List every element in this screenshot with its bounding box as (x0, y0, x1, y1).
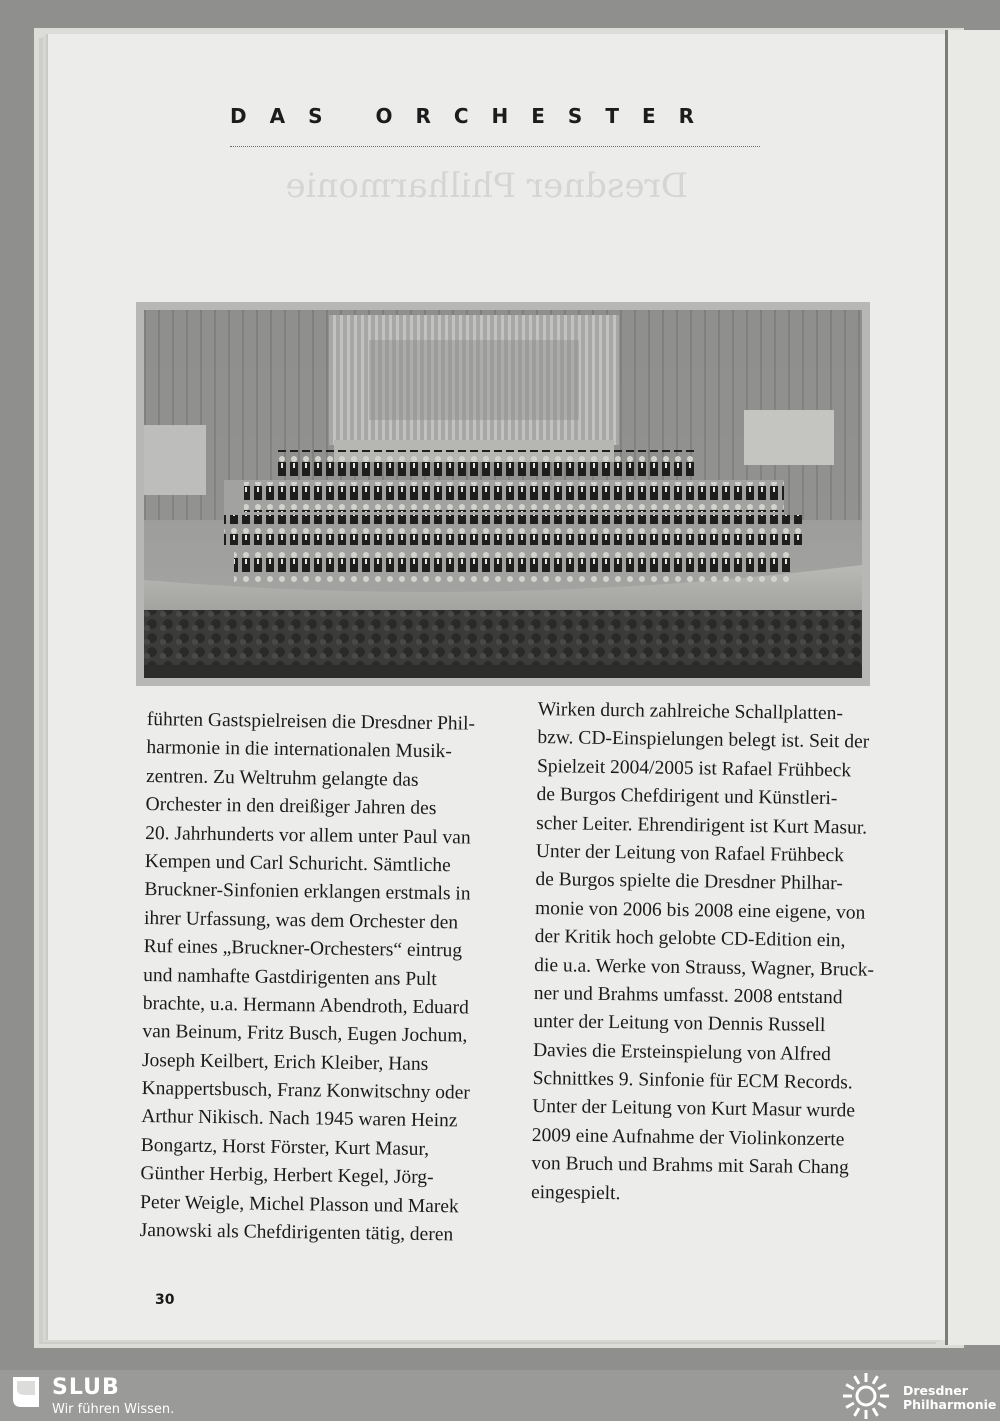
library-tagline: Wir führen Wissen. (52, 1402, 175, 1417)
partner-name[interactable] (903, 1384, 996, 1412)
text-line: der Kritik hoch gelobte CD-Edition ein, (534, 926, 846, 952)
library-name[interactable]: SLUB (52, 1375, 120, 1400)
text-line: 2009 eine Aufnahme der Violinkonzerte (531, 1124, 845, 1151)
text-line: eingespielt. (530, 1181, 621, 1204)
page-number: 30 (155, 1292, 175, 1308)
text-line: Davies die Ersteinspielung von Alfred (532, 1039, 832, 1065)
text-line: Arthur Nikisch. Nach 1945 waren Heinz (141, 1106, 458, 1132)
text-line: Spielzeit 2004/2005 ist Rafael Frühbeck (536, 755, 852, 782)
partner-name-line1: Dresdner (903, 1383, 968, 1398)
text-line: Janowski als Chefdirigenten tätig, deren (139, 1219, 454, 1246)
text-line: Unter der Leitung von Kurt Masur wurde (532, 1096, 856, 1122)
text-line: van Beinum, Fritz Busch, Eugen Jochum, (142, 1021, 468, 1047)
orchestra-photo (144, 310, 862, 678)
show-through-text: Dresdner Philharmonie (285, 166, 688, 206)
text-line: Joseph Keilbert, Erich Kleiber, Hans (141, 1049, 429, 1075)
text-line: Günther Herbig, Herbert Kegel, Jörg- (140, 1163, 434, 1189)
text-line: zentren. Zu Weltruhm gelangte das (145, 765, 419, 791)
text-line: 20. Jahrhunderts vor allem unter Paul van (145, 822, 471, 849)
body-text-right-column (531, 696, 873, 1212)
text-line: monie von 2006 bis 2008 eine eigene, von (534, 897, 866, 924)
text-line: Knappertsbusch, Franz Konwitschny oder (141, 1078, 470, 1104)
text-line: bzw. CD-Einspielungen belegt ist. Seit der (537, 727, 870, 754)
body-text-left-column (139, 706, 481, 1250)
text-line: ner und Brahms umfasst. 2008 entstand (533, 982, 843, 1009)
text-line: Kempen und Carl Schuricht. Sämtliche (144, 850, 451, 877)
text-line: Orchester in den dreißiger Jahren des (145, 794, 437, 820)
text-line: de Burgos Chefdirigent und Künstleri- (536, 784, 838, 810)
text-line: Ruf eines „Bruckner-Orchesters“ eintrug (143, 936, 463, 962)
text-line: harmonie in die internationalen Musik- (146, 737, 452, 763)
text-line: Bruckner-Sinfonien erklangen erstmals in (144, 879, 471, 905)
text-line: Unter der Leitung von Rafael Frühbeck (535, 840, 845, 867)
text-line: von Bruch und Brahms mit Sarah Chang (531, 1153, 849, 1179)
section-title: DAS ORCHESTER (230, 104, 718, 128)
viewer-footer-bar (0, 1370, 1000, 1421)
text-line: und namhafte Gastdirigenten ans Pult (143, 964, 437, 990)
text-line: unter der Leitung von Dennis Russell (533, 1011, 826, 1037)
facing-page-edge (945, 30, 1000, 1345)
text-line: Bongartz, Horst Förster, Kurt Masur, (140, 1134, 430, 1160)
text-line: führten Gastspielreisen die Dresdner Phil- (146, 708, 476, 735)
text-line: scher Leiter. Ehrendirigent ist Kurt Masur. (536, 812, 868, 839)
partner-name-line2: Philharmonie (903, 1397, 997, 1412)
text-line: Wirken durch zahlreiche Schallplatten- (537, 698, 844, 725)
text-line: Peter Weigle, Michel Plasson und Marek (139, 1191, 459, 1218)
text-line: brachte, u.a. Hermann Abendroth, Eduard (142, 992, 469, 1019)
slub-logo-icon[interactable] (13, 1377, 39, 1407)
text-line: Schnittkes 9. Sinfonie für ECM Records. (532, 1068, 853, 1094)
dresdner-philharmonie-logo-icon[interactable] (842, 1372, 890, 1420)
text-line: ihrer Urfassung, was dem Orchester den (143, 907, 459, 934)
section-title-rule (230, 146, 760, 147)
orchestra-photo-frame (136, 302, 870, 686)
text-line: die u.a. Werke von Strauss, Wagner, Bruck- (534, 954, 875, 981)
text-line: de Burgos spielte die Dresdner Philhar- (535, 869, 843, 895)
